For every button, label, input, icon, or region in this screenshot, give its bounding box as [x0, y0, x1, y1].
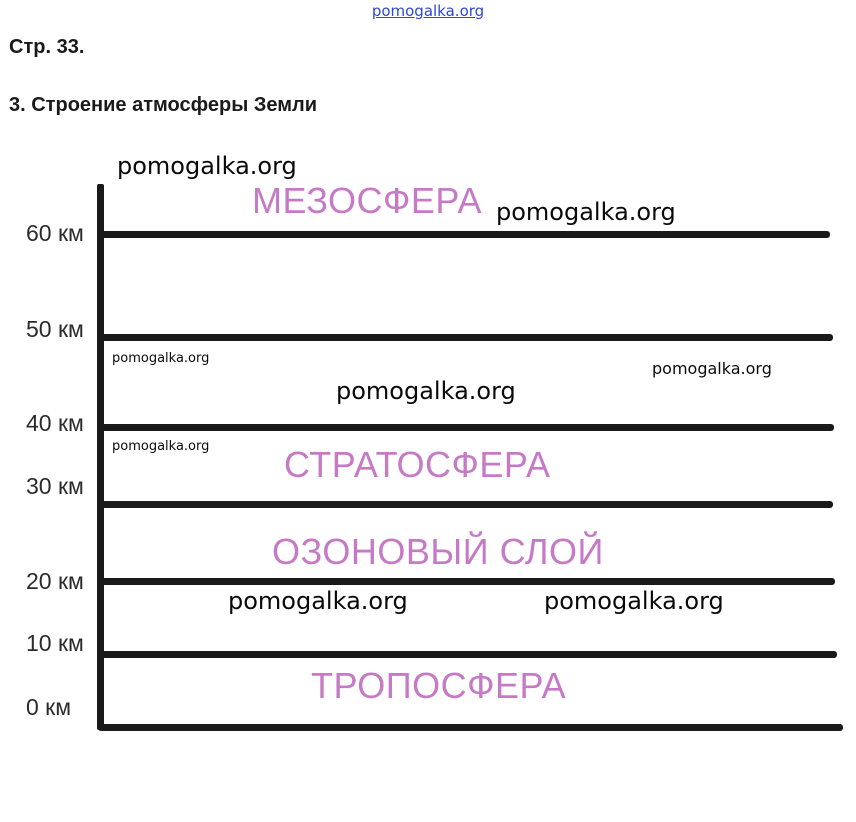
- watermark: pomogalka.org: [112, 351, 210, 366]
- watermark: pomogalka.org: [228, 587, 408, 615]
- page-label: Стр. 33.: [9, 36, 85, 58]
- altitude-label-50: 50 км: [26, 316, 84, 342]
- boundary-line-40km: [100, 424, 834, 431]
- vertical-axis: [97, 184, 104, 730]
- altitude-label-60: 60 км: [26, 220, 84, 246]
- boundary-line-20km: [100, 578, 835, 585]
- watermark: pomogalka.org: [112, 439, 210, 454]
- watermark: pomogalka.org: [496, 198, 676, 226]
- layer-mesosphere: МЕЗОСФЕРА: [252, 180, 483, 221]
- watermark: pomogalka.org: [544, 587, 724, 615]
- layer-troposphere: ТРОПОСФЕРА: [311, 665, 567, 706]
- site-link[interactable]: pomogalka.org: [371, 2, 485, 20]
- altitude-label-0: 0 км: [26, 694, 72, 720]
- layer-stratosphere: СТРАТОСФЕРА: [284, 444, 551, 485]
- altitude-label-20: 20 км: [26, 568, 84, 594]
- boundary-line-50km: [100, 334, 833, 341]
- task-title: 3. Строение атмосферы Земли: [9, 94, 318, 116]
- altitude-label-40: 40 км: [26, 410, 84, 436]
- altitude-label-30: 30 км: [26, 473, 84, 499]
- altitude-label-10: 10 км: [26, 630, 84, 656]
- boundary-line-0km: [98, 724, 843, 731]
- boundary-line-30km: [100, 501, 833, 508]
- layer-ozone: ОЗОНОВЫЙ СЛОЙ: [272, 531, 604, 572]
- watermark: pomogalka.org: [117, 152, 297, 180]
- boundary-line-10km: [100, 651, 837, 658]
- boundary-line-60km: [100, 231, 830, 238]
- watermark: pomogalka.org: [652, 359, 772, 378]
- watermark: pomogalka.org: [336, 377, 516, 405]
